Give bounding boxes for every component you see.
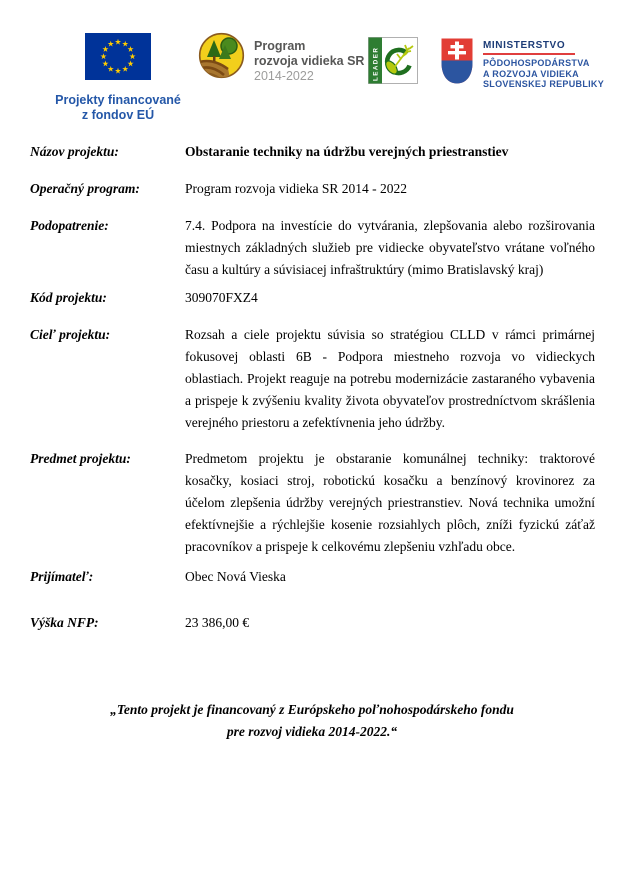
field-label: Prijímateľ: (30, 569, 94, 584)
ministry-title: MINISTERSTVO (483, 40, 566, 51)
prv-subtitle: 2014-2022 (254, 69, 314, 83)
ministry-line2: A ROZVOJA VIDIEKA (483, 68, 579, 79)
field-label: Cieľ projektu: (30, 327, 111, 342)
funding-statement-line2: pre rozvoj vidieka 2014-2022.“ (226, 724, 398, 739)
leader-logo (368, 37, 418, 89)
ministry-line3: SLOVENSKEJ REPUBLIKY (483, 79, 605, 89)
eu-caption-line2: z fondov EÚ (81, 108, 155, 122)
field-label: Výška NFP: (30, 615, 99, 630)
field-row-operacny-program (30, 178, 595, 200)
funding-statement (0, 699, 624, 743)
field-value: 7.4. Podpora na investície do vytvárania, zlepšovania alebo rozširovania miestnych základných služieb pre vidiecke obyvateľstvo vrátane voľného času a kultúry a súvisiacej infraštruktúry (mimo Bratislavský kraj) (185, 218, 595, 277)
slovak-coat-of-arms-icon (440, 37, 474, 85)
field-value: Predmetom projektu je obstaranie komunálnej techniky: traktorové kosačky, kosiaci stroj, robotickú kosačku a benzínový krovinorez za účelom zlepšenia údržby verejných priestranstiev. Nová technika umožní efektívnejšie a rýchlejšie kosenie rozsiahlych plôch, zníži fyzickú záťaž pracovníkov a prispeje k celkovému zlepšeniu vzhľadu obce. (185, 451, 595, 554)
field-value: 23 386,00 € (185, 615, 250, 630)
ministry-red-divider (483, 53, 575, 55)
field-label: Kód projektu: (30, 290, 107, 305)
prv-logo (198, 32, 364, 84)
prv-title-line1: Program (254, 39, 306, 53)
field-row-kod-projektu (30, 287, 595, 309)
field-row-vyska-nfp (30, 612, 595, 634)
field-label: Názov projektu: (30, 144, 119, 159)
field-label: Podopatrenie: (30, 218, 109, 233)
field-label: Operačný program: (30, 181, 140, 196)
ministry-logo (440, 37, 604, 90)
eu-logo-caption (55, 93, 181, 123)
prv-title-line2: rozvoja vidieka SR (254, 54, 365, 68)
field-row-predmet-projektu (30, 448, 595, 558)
eu-funding-logo (43, 33, 193, 123)
leader-label: LEADER (372, 46, 380, 81)
field-value: Obstaranie techniky na údržbu verejných priestranstiev (185, 144, 509, 159)
field-label: Predmet projektu: (30, 451, 131, 466)
field-value: Rozsah a ciele projektu súvisia so stratégiou CLLD v rámci primárnej fokusovej oblasti 6B - Podpora miestneho rozvoja vo vidieckych oblastiach. Projekt reaguje na potrebu modernizácie zastaraného vybavenia a prispeje k zvýšeniu kvality života obyvateľov prostredníctvom skrášlenia verejného priestoru a zefektívnenia jeho údržby. (185, 327, 595, 430)
prv-logo-text (254, 32, 364, 84)
ministry-logo-text (483, 37, 604, 90)
eu-caption-line1: Projekty financované (55, 93, 181, 107)
field-value: Program rozvoja vidieka SR 2014 - 2022 (185, 181, 407, 196)
field-row-ciel-projektu (30, 324, 595, 434)
field-row-prijimatel (30, 566, 595, 588)
field-value: 309070FXZ4 (185, 290, 258, 305)
leader-emblem-icon (368, 37, 418, 84)
prv-emblem-icon (198, 32, 245, 79)
field-value: Obec Nová Vieska (185, 569, 286, 584)
ministry-line1: PÔDOHOSPODÁRSTVA (483, 58, 590, 68)
field-row-nazov-projektu (30, 141, 595, 163)
logo-header (0, 0, 624, 141)
funding-statement-line1: „Tento projekt je financovaný z Európskeho poľnohospodárskeho fondu (110, 702, 514, 717)
eu-flag-icon (85, 33, 151, 80)
project-details (30, 141, 595, 634)
field-row-podopatrenie (30, 215, 595, 281)
